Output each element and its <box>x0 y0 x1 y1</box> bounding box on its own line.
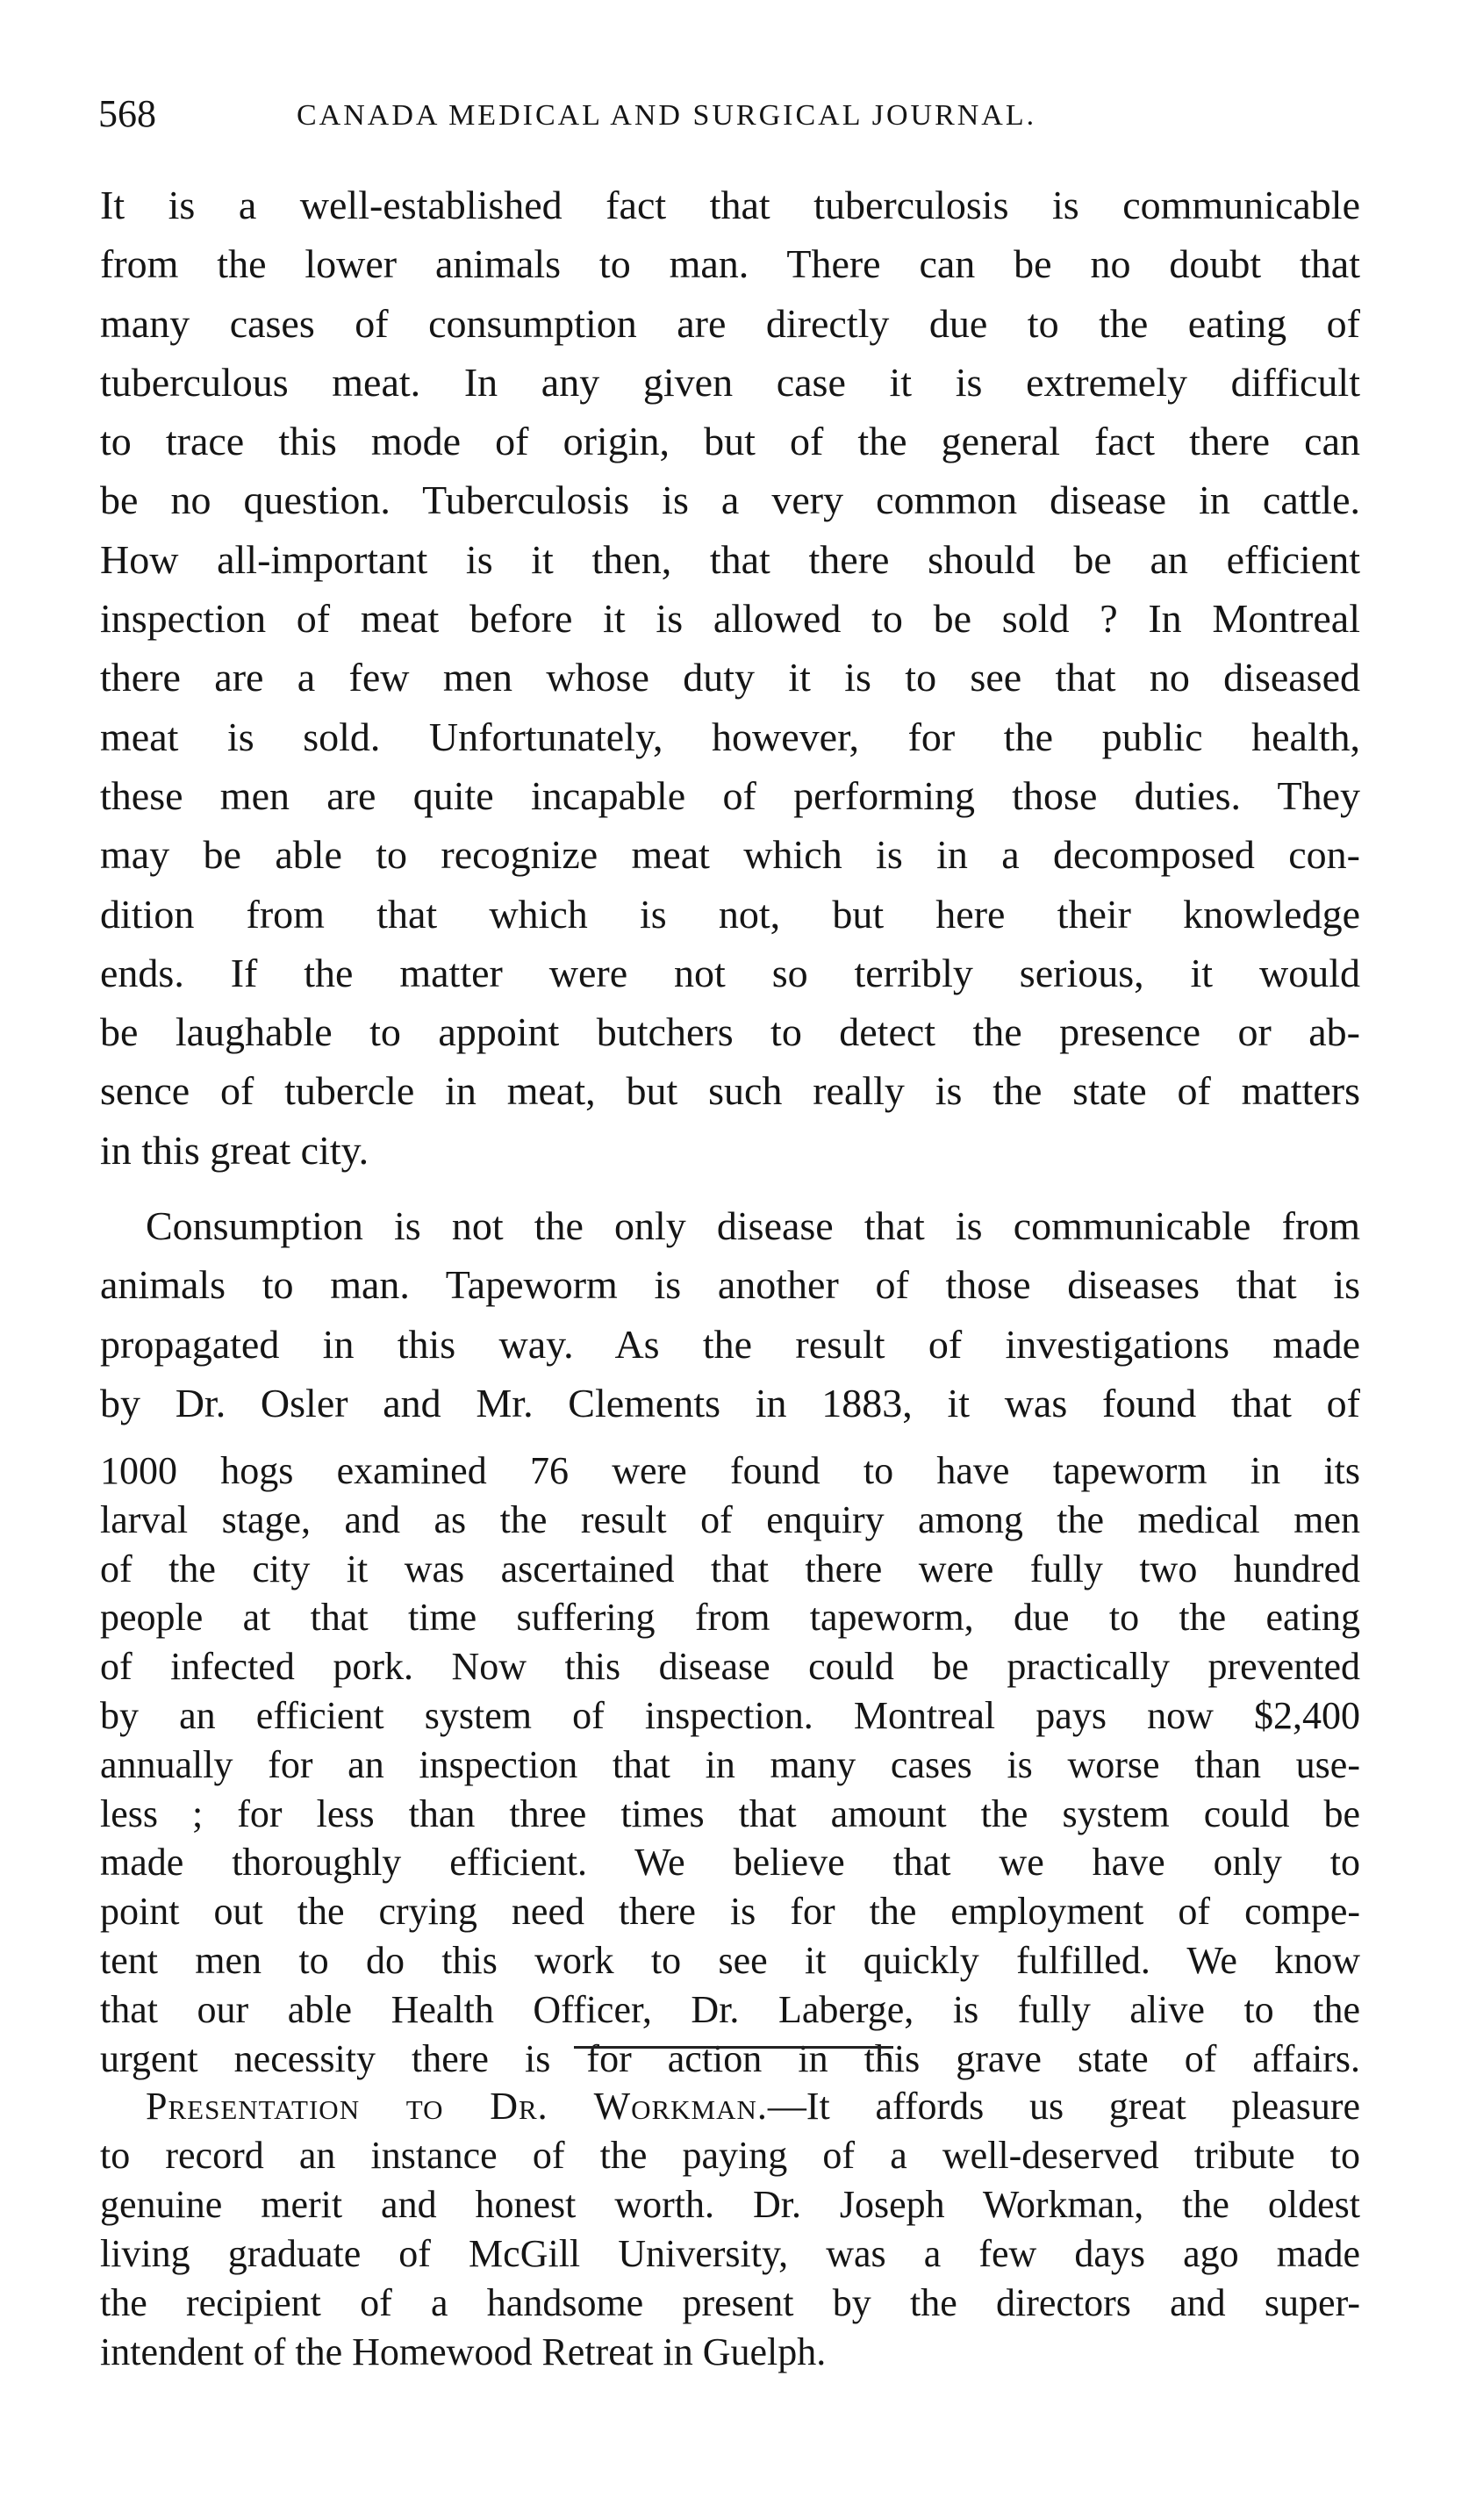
text-line: in this great city. <box>100 1127 369 1173</box>
text-line: by an efficient system of inspection. Montreal pays now $2,400 <box>100 1693 1360 1737</box>
text-line: Consumption is not the only disease that is communicable from <box>146 1203 1360 1248</box>
text-line: genuine merit and honest worth. Dr. Joseph Workman, the oldest <box>100 2183 1360 2226</box>
section-heading: Presentation to Dr. Workman. <box>146 2085 768 2128</box>
text-line: tent men to do this work to see it quickly fulfilled. We know <box>100 1938 1360 1982</box>
text-line: less ; for less than three times that amount the system could be <box>100 1791 1360 1835</box>
text-line: inspection of meat before it is allowed to be sold ? In Montreal <box>100 596 1360 642</box>
text-line: by Dr. Osler and Mr. Clements in 1883, it was found that of <box>100 1380 1360 1425</box>
text-line: ends. If the matter were not so terribly serious, it would <box>100 950 1360 995</box>
text-line: dition from that which is not, but here their knowledge <box>100 891 1360 937</box>
text-line: tuberculous meat. In any given case it is extremely difficult <box>100 359 1360 405</box>
heading-continuation: —It affords us great pleasure <box>767 2085 1361 2128</box>
text-line: to record an instance of the paying of a well-deserved tribute to <box>100 2134 1360 2177</box>
paragraph-tapeworm-continued <box>100 1447 1360 2083</box>
running-head <box>98 88 1362 140</box>
paragraph-tuberculosis <box>100 176 1360 1180</box>
text-line: that our able Health Officer, Dr. Laberge, is fully alive to the <box>100 1987 1360 2031</box>
text-line: many cases of consumption are directly due to the eating of <box>100 300 1360 346</box>
text-line: meat is sold. Unfortunately, however, for the public health, <box>100 714 1360 759</box>
text-line <box>100 2082 1360 2131</box>
text-line: of infected pork. Now this disease could be practically prevented <box>100 1645 1360 1689</box>
text-line: How all-important is it then, that there should be an efficient <box>100 536 1360 582</box>
text-line: It is a well-established fact that tuberculosis is communicable <box>100 183 1360 227</box>
text-line: these men are quite incapable of performing those duties. They <box>100 772 1360 818</box>
text-line: from the lower animals to man. There can be no doubt that <box>100 241 1360 287</box>
text-line: people at that time suffering from tapeworm, due to the eating <box>100 1596 1360 1640</box>
text-line: living graduate of McGill University, was a few days ago made <box>100 2232 1360 2275</box>
text-line: annually for an inspection that in many cases is worse than use- <box>100 1742 1360 1786</box>
text-line: intendent of the Homewood Retreat in Guelph. <box>100 2330 827 2373</box>
journal-title: CANADA MEDICAL AND SURGICAL JOURNAL. <box>297 99 1037 132</box>
text-line: made thoroughly efficient. We believe that we have only to <box>100 1841 1360 1885</box>
text-line: be no question. Tuberculosis is a very common disease in cattle. <box>100 477 1360 523</box>
text-line: propagated in this way. As the result of investigations made <box>100 1321 1360 1367</box>
text-line: be laughable to appoint butchers to detect the presence or ab- <box>100 1009 1360 1055</box>
text-line: there are a few men whose duty it is to see that no diseased <box>100 655 1360 700</box>
text-line: 1000 hogs examined 76 were found to have tapeworm in its <box>100 1449 1360 1492</box>
text-line: of the city it was ascertained that there were fully two hundred <box>100 1547 1360 1590</box>
text-line: animals to man. Tapeworm is another of those diseases that is <box>100 1262 1360 1308</box>
paragraph-presentation <box>100 2082 1360 2377</box>
text-line: the recipient of a handsome present by the directors and super- <box>100 2281 1360 2324</box>
paragraph-tapeworm-intro <box>100 1196 1360 1432</box>
text-line: sence of tubercle in meat, but such really is the state of matters <box>100 1068 1360 1114</box>
text-line: may be able to recognize meat which is in a decomposed con- <box>100 832 1360 878</box>
text-line: larval stage, and as the result of enquiry among the medical men <box>100 1497 1360 1541</box>
section-divider <box>574 2046 893 2049</box>
text-line: urgent necessity there is for action in this grave state of affairs. <box>100 2036 1360 2080</box>
page-number: 568 <box>98 92 156 135</box>
text-line: point out the crying need there is for the employment of compe- <box>100 1890 1360 1934</box>
text-line: to trace this mode of origin, but of the general fact there can <box>100 419 1360 464</box>
